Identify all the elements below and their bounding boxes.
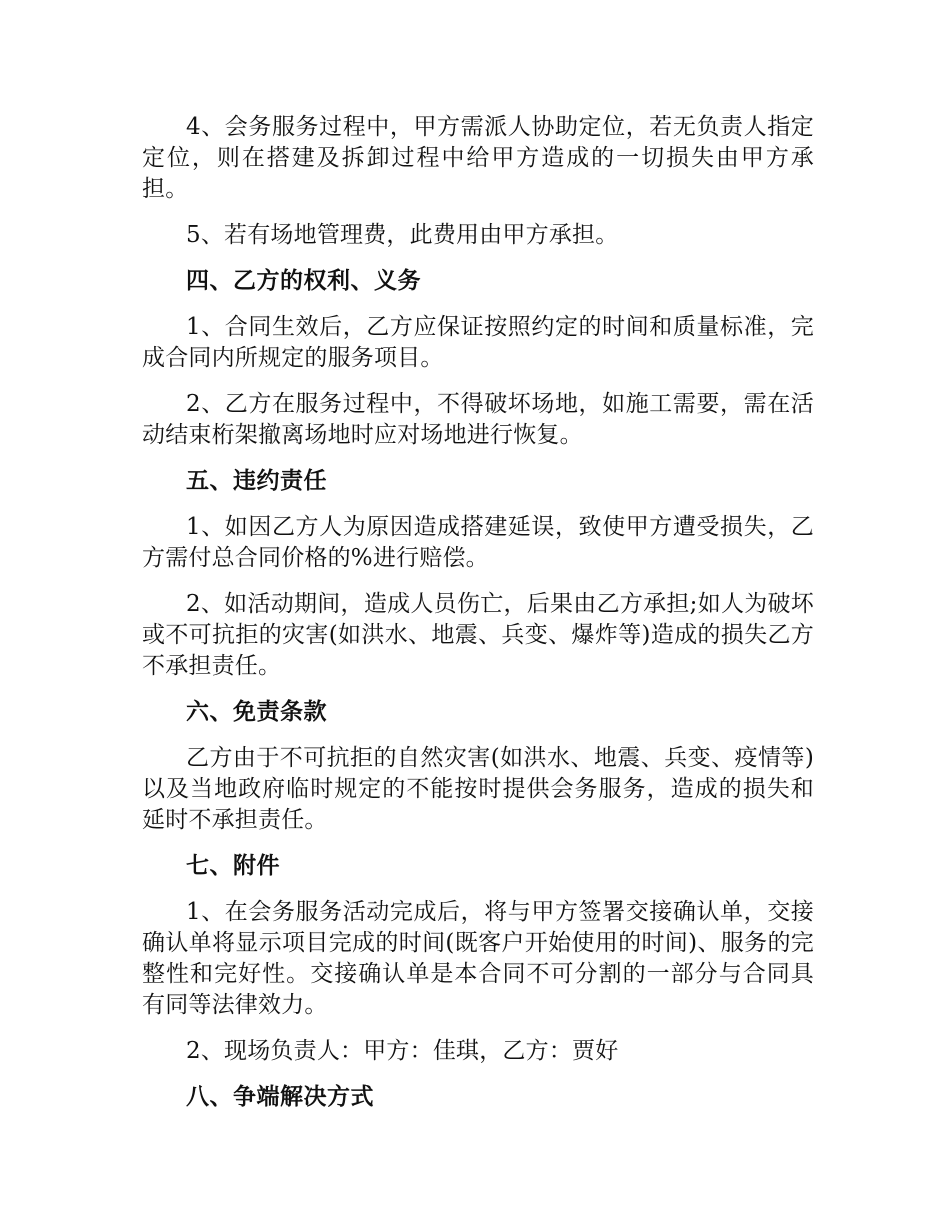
- section-heading-attachments: 七、附件: [186, 853, 280, 879]
- section-heading-party-b-rights: 四、乙方的权利、义务: [186, 268, 421, 294]
- exemption-paragraph: 乙方由于不可抗拒的自然灾害(如洪水、地震、兵变、疫情等)以及当地政府临时规定的不能按时提供会务服务，造成的损失和延时不承担责任。: [142, 745, 814, 833]
- section-heading-dispute-resolution: 八、争端解决方式: [186, 1084, 374, 1110]
- document-page: [142, 112, 814, 1128]
- section-heading-exemption: 六、免责条款: [186, 699, 327, 725]
- attachment-clause-1-paragraph: 1、在会务服务活动完成后，将与甲方签署交接确认单，交接确认单将显示项目完成的时间(既客户开始使用的时间)、服务的完整性和完好性。交接确认单是本合同不可分割的一部分与合同具有同等法律效力。: [142, 899, 814, 1018]
- clause-5-paragraph: 5、若有场地管理费，此费用由甲方承担。: [186, 222, 619, 248]
- party-b-clause-2-paragraph: 2、乙方在服务过程中，不得破坏场地，如施工需要，需在活动结束桁架撤离场地时应对场地进行恢复。: [142, 391, 814, 448]
- party-b-clause-1-paragraph: 1、合同生效后，乙方应保证按照约定的时间和质量标准，完成合同内所规定的服务项目。: [142, 314, 814, 371]
- clause-4-paragraph: 4、会务服务过程中，甲方需派人协助定位，若无负责人指定定位，则在搭建及拆卸过程中给甲方造成的一切损失由甲方承担。: [142, 114, 814, 202]
- attachment-clause-2-paragraph: 2、现场负责人：甲方：佳琪，乙方：贾好: [186, 1038, 619, 1064]
- breach-clause-1-paragraph: 1、如因乙方人为原因造成搭建延误，致使甲方遭受损失，乙方需付总合同价格的%进行赔偿。: [142, 514, 814, 571]
- breach-clause-2-paragraph: 2、如活动期间，造成人员伤亡，后果由乙方承担;如人为破坏或不可抗拒的灾害(如洪水、地震、兵变、爆炸等)造成的损失乙方不承担责任。: [142, 591, 814, 679]
- section-heading-breach-liability: 五、违约责任: [186, 468, 327, 494]
